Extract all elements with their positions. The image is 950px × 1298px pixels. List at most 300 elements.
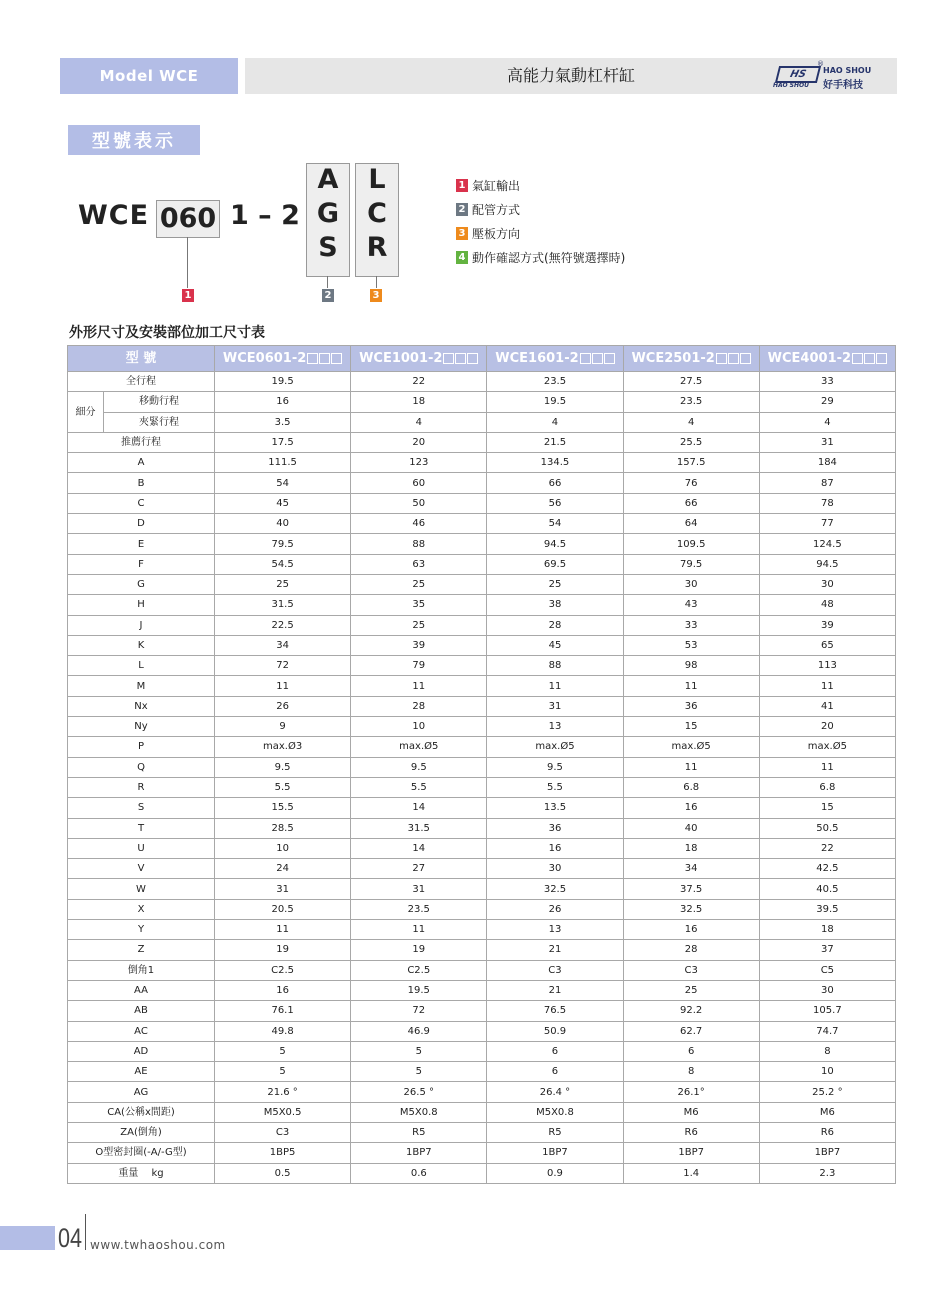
- dimension-table: [67, 345, 896, 1184]
- table-cell: 105.7: [759, 1001, 895, 1021]
- table-row: [68, 1102, 896, 1122]
- table-cell: 31: [215, 879, 351, 899]
- table-row: [68, 960, 896, 980]
- option-value: R: [366, 232, 388, 263]
- column-header: [351, 346, 487, 372]
- table-cell: 22: [351, 372, 487, 392]
- table-cell: 3.5: [215, 412, 351, 432]
- table-title: 外形尺寸及安裝部位加工尺寸表: [69, 325, 265, 341]
- row-label: ZA(倒角): [68, 1122, 215, 1142]
- column-header-label: WCE1601-2: [495, 351, 579, 366]
- option-placeholder-box: [580, 353, 591, 364]
- table-row: [68, 656, 896, 676]
- footer-url: www.twhaoshou.com: [90, 1238, 226, 1252]
- row-label: K: [68, 635, 215, 655]
- table-cell: 1BP5: [215, 1143, 351, 1163]
- marker-line: [376, 276, 377, 288]
- table-cell: 1.4: [623, 1163, 759, 1183]
- table-cell: 184: [759, 453, 895, 473]
- table-header-row: [68, 346, 896, 372]
- logo-en-text: HAO SHOU: [823, 66, 872, 75]
- row-label: 推薦行程: [68, 432, 215, 452]
- legend-item: [456, 173, 625, 197]
- table-cell: 2.3: [759, 1163, 895, 1183]
- table-cell: 16: [487, 838, 623, 858]
- table-cell: 14: [351, 798, 487, 818]
- table-cell: 31: [351, 879, 487, 899]
- table-cell: 54.5: [215, 554, 351, 574]
- column-header: [215, 346, 351, 372]
- table-cell: 62.7: [623, 1021, 759, 1041]
- table-cell: 39: [351, 635, 487, 655]
- table-cell: 46: [351, 514, 487, 534]
- table-cell: 9.5: [487, 757, 623, 777]
- table-cell: 15.5: [215, 798, 351, 818]
- row-label: S: [68, 798, 215, 818]
- table-cell: 13: [487, 920, 623, 940]
- table-cell: max.Ø3: [215, 737, 351, 757]
- row-label: 重量 kg: [68, 1163, 215, 1183]
- table-cell: 38: [487, 595, 623, 615]
- marker-line: [187, 237, 188, 288]
- row-label: 移動行程: [104, 392, 215, 412]
- column-header: [759, 346, 895, 372]
- option-placeholder-box: [331, 353, 342, 364]
- row-label: AG: [68, 1082, 215, 1102]
- table-cell: 37.5: [623, 879, 759, 899]
- row-label: F: [68, 554, 215, 574]
- table-cell: 111.5: [215, 453, 351, 473]
- option-value: L: [368, 164, 386, 195]
- row-label: AC: [68, 1021, 215, 1041]
- table-cell: 25.2 °: [759, 1082, 895, 1102]
- row-label: P: [68, 737, 215, 757]
- table-row: [68, 412, 896, 432]
- option-placeholder-box: [443, 353, 454, 364]
- row-label: E: [68, 534, 215, 554]
- table-cell: 48: [759, 595, 895, 615]
- table-cell: 15: [623, 717, 759, 737]
- legend-item: [456, 245, 625, 269]
- row-label: C: [68, 493, 215, 513]
- table-cell: C2.5: [351, 960, 487, 980]
- table-cell: 28: [487, 615, 623, 635]
- table-cell: 11: [759, 676, 895, 696]
- table-cell: 30: [759, 574, 895, 594]
- table-cell: 20: [351, 432, 487, 452]
- table-cell: 78: [759, 493, 895, 513]
- legend-text: 動作確認方式(無符號選擇時): [472, 250, 626, 265]
- table-cell: 79: [351, 656, 487, 676]
- logo-registered-icon: ®: [817, 60, 824, 68]
- table-cell: 54: [487, 514, 623, 534]
- table-cell: max.Ø5: [487, 737, 623, 757]
- row-label: Q: [68, 757, 215, 777]
- footer-bar: [0, 1226, 55, 1250]
- table-cell: 34: [215, 635, 351, 655]
- option-placeholder-box: [728, 353, 739, 364]
- table-cell: 50.5: [759, 818, 895, 838]
- table-cell: 5: [215, 1062, 351, 1082]
- table-row: [68, 453, 896, 473]
- table-row: [68, 777, 896, 797]
- group-label: 細分: [68, 392, 104, 433]
- table-cell: 5: [215, 1041, 351, 1061]
- logo-sub-text: HAO SHOU: [773, 82, 809, 89]
- option-value: A: [317, 164, 339, 195]
- table-row: [68, 798, 896, 818]
- table-cell: 11: [623, 757, 759, 777]
- table-cell: 79.5: [215, 534, 351, 554]
- table-cell: 35: [351, 595, 487, 615]
- row-label: V: [68, 859, 215, 879]
- table-cell: 11: [351, 676, 487, 696]
- table-cell: 27.5: [623, 372, 759, 392]
- row-label: B: [68, 473, 215, 493]
- option-box-1: [306, 163, 350, 277]
- table-cell: M6: [759, 1102, 895, 1122]
- table-cell: 72: [215, 656, 351, 676]
- table-row: [68, 432, 896, 452]
- table-row: [68, 859, 896, 879]
- table-cell: 5: [351, 1041, 487, 1061]
- model-code-prefix: WCE: [78, 200, 150, 231]
- table-cell: 31.5: [215, 595, 351, 615]
- table-row: [68, 717, 896, 737]
- row-label: R: [68, 777, 215, 797]
- column-header-label: WCE0601-2: [222, 351, 307, 366]
- table-cell: R5: [351, 1122, 487, 1142]
- table-row: [68, 737, 896, 757]
- table-cell: 21.6 °: [215, 1082, 351, 1102]
- table-cell: 25: [351, 615, 487, 635]
- table-cell: 88: [351, 534, 487, 554]
- header-model-label: 型 號: [68, 346, 215, 372]
- table-cell: 26.5 °: [351, 1082, 487, 1102]
- table-cell: 21.5: [487, 432, 623, 452]
- option-placeholder-box: [307, 353, 318, 364]
- section-heading: 型號表示: [68, 125, 200, 155]
- table-cell: 76.1: [215, 1001, 351, 1021]
- row-label: Z: [68, 940, 215, 960]
- table-cell: 1BP7: [487, 1143, 623, 1163]
- table-cell: 19.5: [351, 980, 487, 1000]
- row-label: T: [68, 818, 215, 838]
- table-cell: R6: [759, 1122, 895, 1142]
- marker-line: [327, 276, 328, 288]
- option-placeholder-box: [864, 353, 875, 364]
- column-header-label: WCE1001-2: [359, 351, 443, 366]
- table-cell: 18: [759, 920, 895, 940]
- marker-badge-3: 3: [370, 289, 382, 302]
- table-cell: 18: [623, 838, 759, 858]
- table-cell: 30: [759, 980, 895, 1000]
- row-label: 倒角1: [68, 960, 215, 980]
- table-cell: R6: [623, 1122, 759, 1142]
- table-cell: 29: [759, 392, 895, 412]
- table-cell: 42.5: [759, 859, 895, 879]
- table-cell: 11: [351, 920, 487, 940]
- table-cell: 22: [759, 838, 895, 858]
- table-cell: 1BP7: [623, 1143, 759, 1163]
- option-placeholder-box: [852, 353, 863, 364]
- row-label: G: [68, 574, 215, 594]
- table-cell: 26: [215, 696, 351, 716]
- table-row: [68, 1021, 896, 1041]
- table-cell: 31: [487, 696, 623, 716]
- option-value: C: [367, 198, 387, 229]
- table-cell: 60: [351, 473, 487, 493]
- table-cell: 1BP7: [351, 1143, 487, 1163]
- table-cell: 15: [759, 798, 895, 818]
- table-cell: 25: [351, 574, 487, 594]
- option-placeholder-box: [592, 353, 603, 364]
- table-cell: 26: [487, 899, 623, 919]
- table-cell: 16: [623, 920, 759, 940]
- table-cell: 43: [623, 595, 759, 615]
- table-row: [68, 1163, 896, 1183]
- table-cell: 25: [623, 980, 759, 1000]
- table-cell: 4: [351, 412, 487, 432]
- table-cell: 72: [351, 1001, 487, 1021]
- table-cell: 0.9: [487, 1163, 623, 1183]
- marker-badge-1: 1: [182, 289, 194, 302]
- table-cell: C5: [759, 960, 895, 980]
- table-cell: 36: [487, 818, 623, 838]
- table-cell: 49.8: [215, 1021, 351, 1041]
- table-row: [68, 372, 896, 392]
- table-cell: 13: [487, 717, 623, 737]
- table-cell: 21: [487, 940, 623, 960]
- table-cell: 11: [623, 676, 759, 696]
- table-row: [68, 635, 896, 655]
- option-placeholder-box: [604, 353, 615, 364]
- table-cell: 34: [623, 859, 759, 879]
- table-row: [68, 920, 896, 940]
- table-cell: C3: [487, 960, 623, 980]
- table-cell: 92.2: [623, 1001, 759, 1021]
- row-label: O型密封圈(-A/-G型): [68, 1143, 215, 1163]
- table-cell: 9.5: [215, 757, 351, 777]
- table-cell: 32.5: [623, 899, 759, 919]
- row-label: A: [68, 453, 215, 473]
- row-label: CA(公稱x間距): [68, 1102, 215, 1122]
- table-row: [68, 757, 896, 777]
- table-cell: max.Ø5: [351, 737, 487, 757]
- legend-badge: 3: [456, 227, 468, 240]
- table-row: [68, 473, 896, 493]
- table-cell: 10: [351, 717, 487, 737]
- table-cell: 5.5: [215, 777, 351, 797]
- table-cell: C3: [215, 1122, 351, 1142]
- table-cell: 6.8: [759, 777, 895, 797]
- table-row: [68, 696, 896, 716]
- table-row: [68, 392, 896, 412]
- row-label: Nx: [68, 696, 215, 716]
- logo-mark: HS: [775, 66, 821, 83]
- table-cell: 30: [623, 574, 759, 594]
- table-cell: 30: [487, 859, 623, 879]
- brand-logo: [773, 60, 889, 91]
- table-cell: 69.5: [487, 554, 623, 574]
- model-code-suffix: 1 – 2: [230, 200, 300, 231]
- table-cell: 39.5: [759, 899, 895, 919]
- table-cell: R5: [487, 1122, 623, 1142]
- table-cell: 25.5: [623, 432, 759, 452]
- table-cell: 26.1°: [623, 1082, 759, 1102]
- option-placeholder-box: [716, 353, 727, 364]
- table-row: [68, 818, 896, 838]
- table-cell: 76.5: [487, 1001, 623, 1021]
- table-cell: 16: [623, 798, 759, 818]
- row-label: 夾緊行程: [104, 412, 215, 432]
- table-cell: 8: [623, 1062, 759, 1082]
- header-bar: [245, 58, 897, 94]
- table-cell: 9.5: [351, 757, 487, 777]
- table-cell: 56: [487, 493, 623, 513]
- table-cell: 13.5: [487, 798, 623, 818]
- table-cell: 40.5: [759, 879, 895, 899]
- table-cell: 19.5: [215, 372, 351, 392]
- model-label: Model WCE: [60, 58, 238, 94]
- table-row: [68, 595, 896, 615]
- column-header-label: WCE4001-2: [767, 351, 852, 366]
- table-body: [68, 372, 896, 1184]
- option-box-2: [355, 163, 399, 277]
- table-cell: 76: [623, 473, 759, 493]
- table-cell: 26.4 °: [487, 1082, 623, 1102]
- table-cell: 5.5: [487, 777, 623, 797]
- table-row: [68, 493, 896, 513]
- table-cell: 53: [623, 635, 759, 655]
- table-cell: 25: [487, 574, 623, 594]
- table-cell: 6: [623, 1041, 759, 1061]
- option-placeholder-box: [467, 353, 478, 364]
- column-header: [487, 346, 623, 372]
- table-cell: 11: [487, 676, 623, 696]
- table-cell: M5X0.8: [351, 1102, 487, 1122]
- page-title: 高能力氣動杠杆缸: [506, 66, 635, 85]
- table-cell: 10: [215, 838, 351, 858]
- legend-item: [456, 221, 625, 245]
- table-cell: 123: [351, 453, 487, 473]
- row-label: H: [68, 595, 215, 615]
- footer-divider: [85, 1214, 86, 1250]
- column-header-label: WCE2501-2: [631, 351, 715, 366]
- table-cell: 66: [623, 493, 759, 513]
- table-row: [68, 574, 896, 594]
- table-cell: 27: [351, 859, 487, 879]
- table-row: [68, 1143, 896, 1163]
- table-cell: 23.5: [623, 392, 759, 412]
- row-label: Y: [68, 920, 215, 940]
- table-cell: 23.5: [487, 372, 623, 392]
- table-cell: 66: [487, 473, 623, 493]
- table-cell: 22.5: [215, 615, 351, 635]
- row-label: X: [68, 899, 215, 919]
- code-legend: [456, 173, 625, 269]
- table-cell: 10: [759, 1062, 895, 1082]
- row-label: AE: [68, 1062, 215, 1082]
- table-cell: 98: [623, 656, 759, 676]
- table-cell: 0.6: [351, 1163, 487, 1183]
- table-row: [68, 980, 896, 1000]
- table-cell: 94.5: [487, 534, 623, 554]
- table-cell: 5: [351, 1062, 487, 1082]
- table-cell: 37: [759, 940, 895, 960]
- table-cell: 41: [759, 696, 895, 716]
- table-row: [68, 838, 896, 858]
- table-cell: 0.5: [215, 1163, 351, 1183]
- table-cell: 6: [487, 1062, 623, 1082]
- table-cell: 50: [351, 493, 487, 513]
- table-cell: 109.5: [623, 534, 759, 554]
- row-label: M: [68, 676, 215, 696]
- table-cell: max.Ø5: [759, 737, 895, 757]
- row-label: 全行程: [68, 372, 215, 392]
- table-cell: 87: [759, 473, 895, 493]
- table-cell: 20: [759, 717, 895, 737]
- table-cell: C3: [623, 960, 759, 980]
- table-cell: 4: [623, 412, 759, 432]
- row-label: AA: [68, 980, 215, 1000]
- option-placeholder-box: [740, 353, 751, 364]
- table-cell: 9: [215, 717, 351, 737]
- table-cell: 20.5: [215, 899, 351, 919]
- table-cell: 134.5: [487, 453, 623, 473]
- table-cell: 1BP7: [759, 1143, 895, 1163]
- table-cell: 23.5: [351, 899, 487, 919]
- table-cell: 46.9: [351, 1021, 487, 1041]
- legend-badge: 4: [456, 251, 468, 264]
- table-cell: M5X0.5: [215, 1102, 351, 1122]
- table-row: [68, 1001, 896, 1021]
- legend-badge: 1: [456, 179, 468, 192]
- table-cell: 94.5: [759, 554, 895, 574]
- table-row: [68, 676, 896, 696]
- row-label: AB: [68, 1001, 215, 1021]
- row-label: U: [68, 838, 215, 858]
- table-cell: 11: [215, 920, 351, 940]
- table-cell: 19: [351, 940, 487, 960]
- table-cell: 4: [759, 412, 895, 432]
- table-cell: M5X0.8: [487, 1102, 623, 1122]
- table-cell: C2.5: [215, 960, 351, 980]
- table-row: [68, 940, 896, 960]
- logo-cn-text: 好手科技: [823, 80, 863, 91]
- row-label: L: [68, 656, 215, 676]
- option-value: G: [316, 198, 340, 229]
- legend-text: 壓板方向: [472, 226, 521, 241]
- option-placeholder-box: [876, 353, 887, 364]
- table-cell: 31: [759, 432, 895, 452]
- table-cell: 4: [487, 412, 623, 432]
- table-row: [68, 554, 896, 574]
- option-value: S: [318, 232, 338, 263]
- table-cell: 77: [759, 514, 895, 534]
- table-cell: max.Ø5: [623, 737, 759, 757]
- table-cell: 33: [759, 372, 895, 392]
- table-cell: 157.5: [623, 453, 759, 473]
- table-cell: 32.5: [487, 879, 623, 899]
- table-cell: 64: [623, 514, 759, 534]
- row-label: Ny: [68, 717, 215, 737]
- table-cell: 63: [351, 554, 487, 574]
- model-code-size: 060: [156, 200, 220, 238]
- table-cell: 33: [623, 615, 759, 635]
- table-cell: 8: [759, 1041, 895, 1061]
- page-number: 04: [58, 1223, 83, 1253]
